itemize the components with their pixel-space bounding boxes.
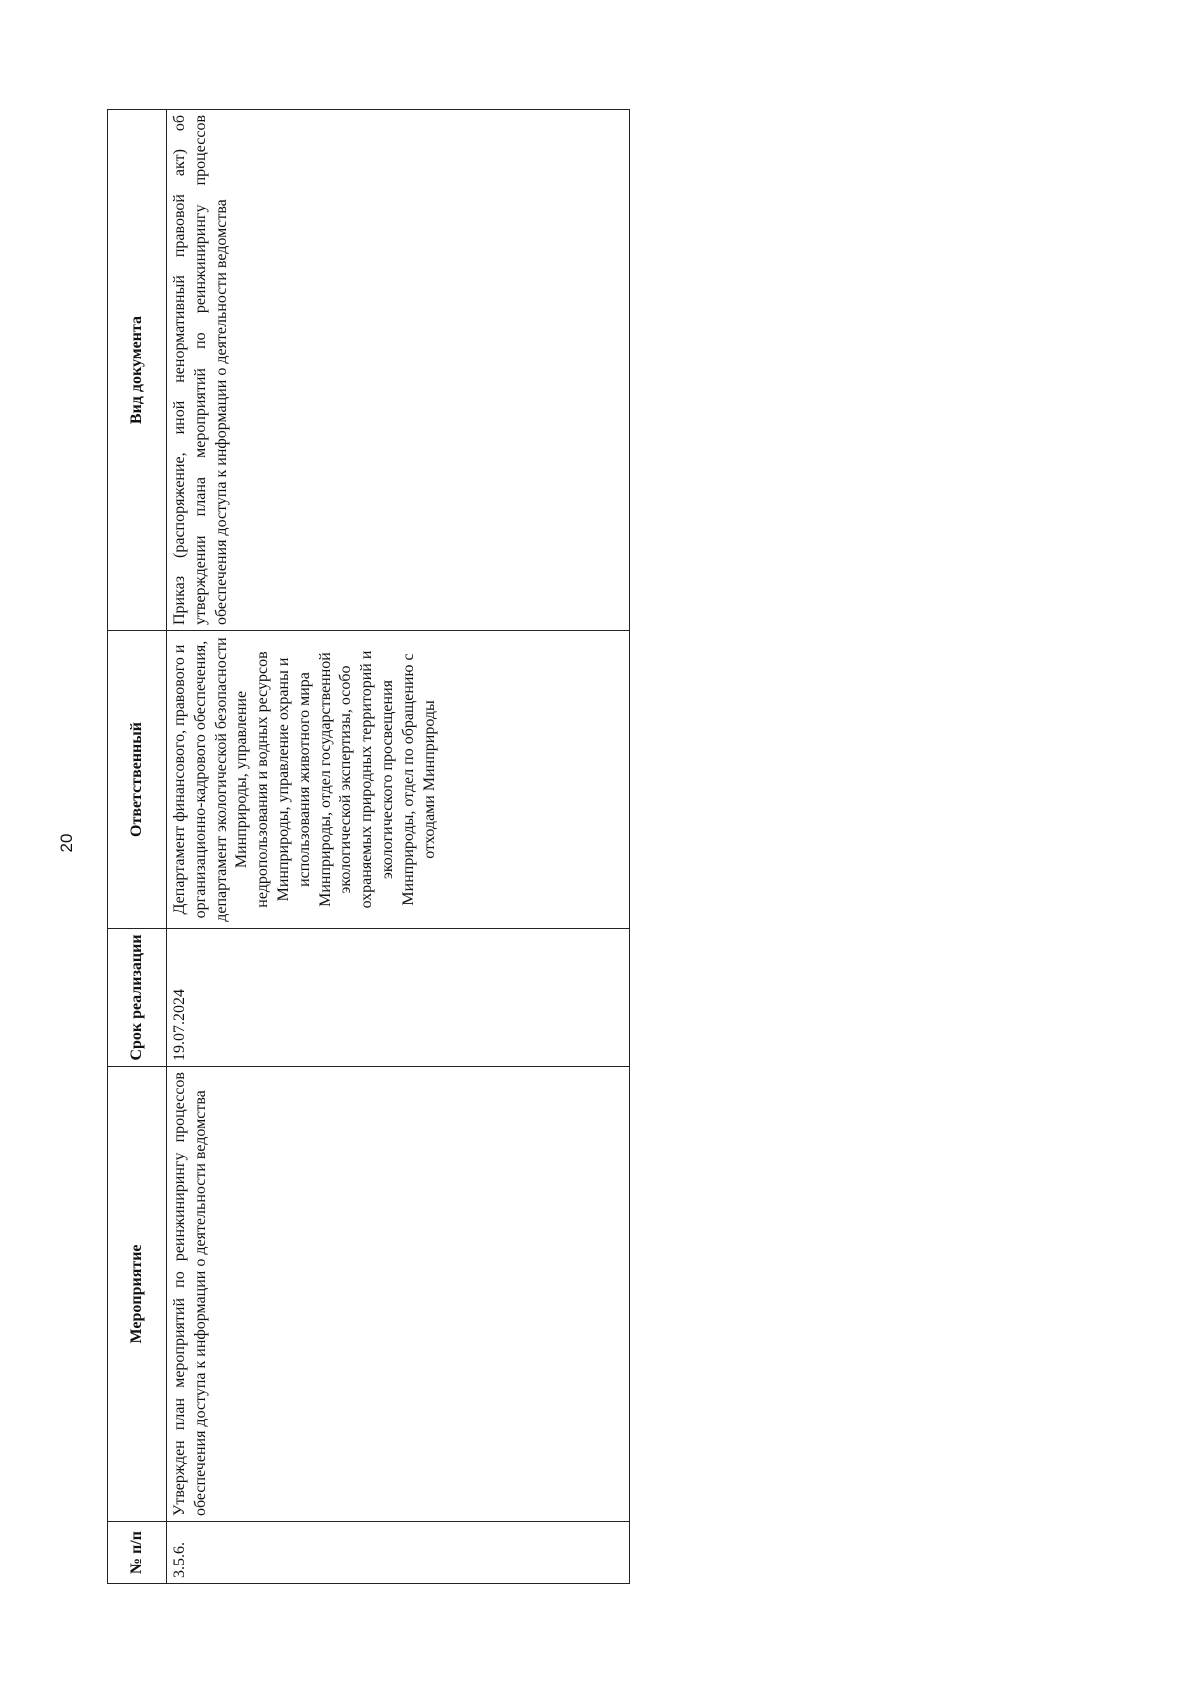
header-term: Срок реализации <box>108 929 167 1067</box>
cell-doc-type: Приказ (распоряжение, иной ненормативный правовой акт) об утверждении плана мероприятий по реинжинирингу процессов обеспечения доступа к информации о деятельности ведомства <box>167 110 630 631</box>
table-row <box>167 110 630 1584</box>
cell-event: Утвержден план мероприятий по реинжинирингу процессов обеспечения доступа к информации о деятельности ведомства <box>167 1067 630 1522</box>
table-container <box>107 110 630 1584</box>
page-number: 20 <box>57 833 76 853</box>
cell-responsible: Департамент финансового, правового и организационно-кадрового обеспечения, департамент экологической безопасности Минприроды, управление недропользования и водных ресурсов Минприроды, управление охраны и использования животного мира Минприроды, отдел государственной экологической экспертизы, особо охраняемых природных территорий и экологического просвещения Минприроды, отдел по обращению с отходами Минприроды <box>167 631 630 929</box>
header-event: Мероприятие <box>108 1067 167 1522</box>
cell-num: 3.5.6. <box>167 1522 630 1584</box>
header-num: № п/п <box>108 1522 167 1584</box>
plan-table <box>107 109 630 1584</box>
header-responsible: Ответственный <box>108 631 167 929</box>
cell-term: 19.07.2024 <box>167 929 630 1067</box>
rotated-table <box>107 110 630 1584</box>
header-doc-type: Вид документа <box>108 110 167 631</box>
table-header-row <box>108 110 167 1584</box>
